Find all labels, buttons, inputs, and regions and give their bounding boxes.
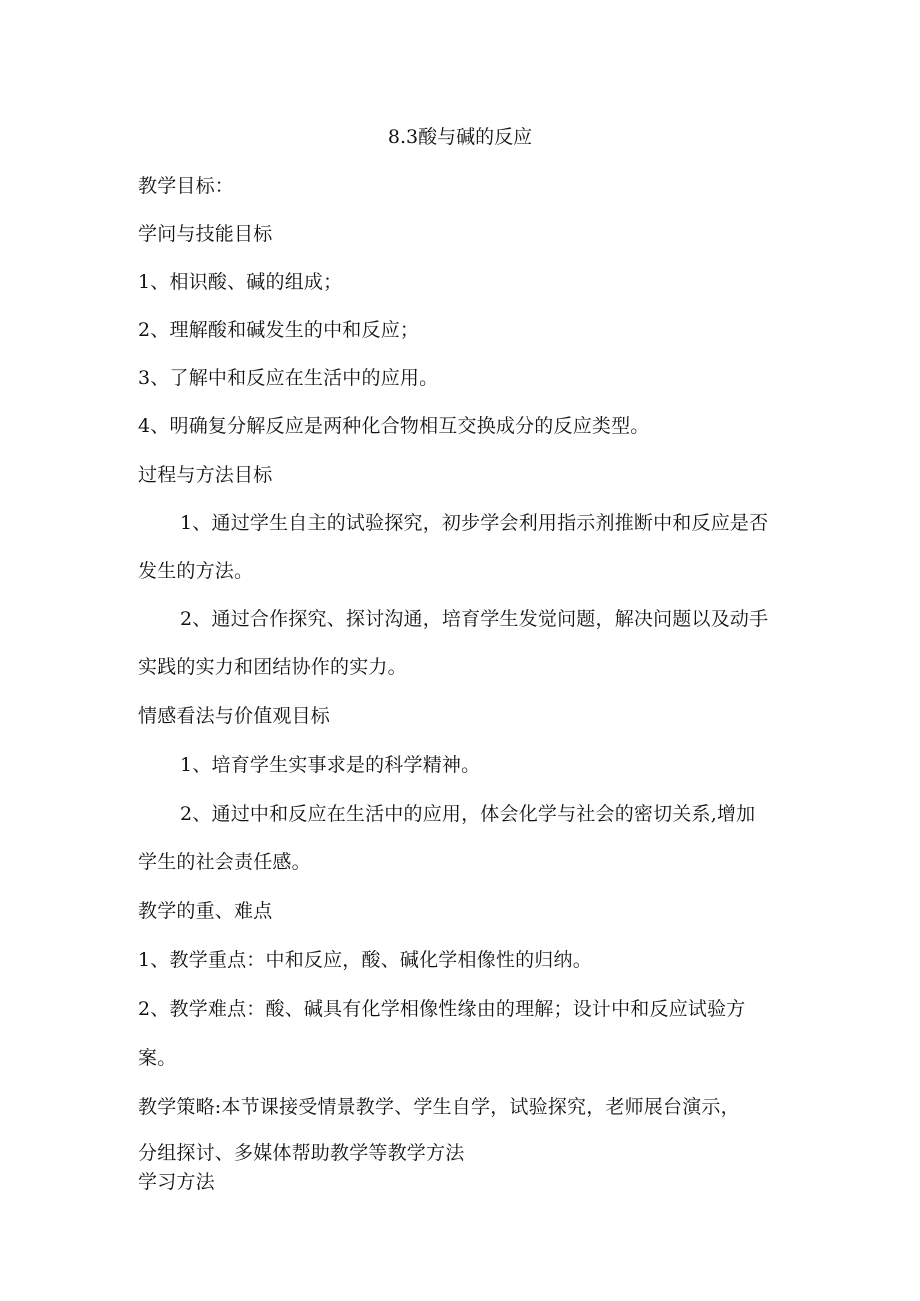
knowledge-item-2: 2、理解酸和碱发生的中和反应；: [138, 319, 420, 341]
teaching-goals-heading: 教学目标：: [138, 175, 235, 197]
process-item-2-line-2: 实践的实力和团结协作的实力。: [138, 656, 407, 678]
emotion-item-2-line-1: 2、通过中和反应在生活中的应用，体会化学与社会的密切关系,增加: [180, 803, 756, 825]
document-title: 8.3酸与碱的反应: [387, 126, 533, 148]
teaching-strategy-line-2: 分组探讨、多媒体帮助教学等教学方法: [138, 1142, 465, 1164]
process-item-1-line-1: 1、通过学生自主的试验探究，初步学会利用指示剂推断中和反应是否: [180, 512, 769, 534]
study-methods-heading: 学习方法: [138, 1171, 215, 1193]
process-item-1-line-2: 发生的方法。: [138, 560, 254, 582]
process-methods-heading: 过程与方法目标: [138, 464, 273, 486]
key-point-item-1: 1、教学重点：中和反应，酸、碱化学相像性的归纳。: [138, 949, 592, 971]
knowledge-item-4: 4、明确复分解反应是两种化合物相互交换成分的反应类型。: [138, 415, 650, 437]
key-point-item-2-line-2: 案。: [138, 1047, 177, 1069]
process-item-2-line-1: 2、通过合作探究、探讨沟通，培育学生发觉问题，解决问题以及动手: [180, 608, 769, 630]
knowledge-item-3: 3、了解中和反应在生活中的应用。: [138, 367, 439, 389]
key-points-heading: 教学的重、难点: [138, 900, 273, 922]
teaching-strategy-line-1: 教学策略:本节课接受情景教学、学生自学，试验探究，老师展台演示，: [138, 1096, 740, 1118]
knowledge-skills-heading: 学问与技能目标: [138, 223, 273, 245]
emotion-values-heading: 情感看法与价值观目标: [138, 705, 331, 727]
knowledge-item-1: 1、相识酸、碱的组成；: [138, 271, 343, 293]
emotion-item-2-line-2: 学生的社会责任感。: [138, 851, 311, 873]
key-point-item-2-line-1: 2、教学难点：酸、碱具有化学相像性缘由的理解；设计中和反应试验方: [138, 998, 746, 1020]
emotion-item-1: 1、培育学生实事求是的科学精神。: [180, 754, 481, 776]
